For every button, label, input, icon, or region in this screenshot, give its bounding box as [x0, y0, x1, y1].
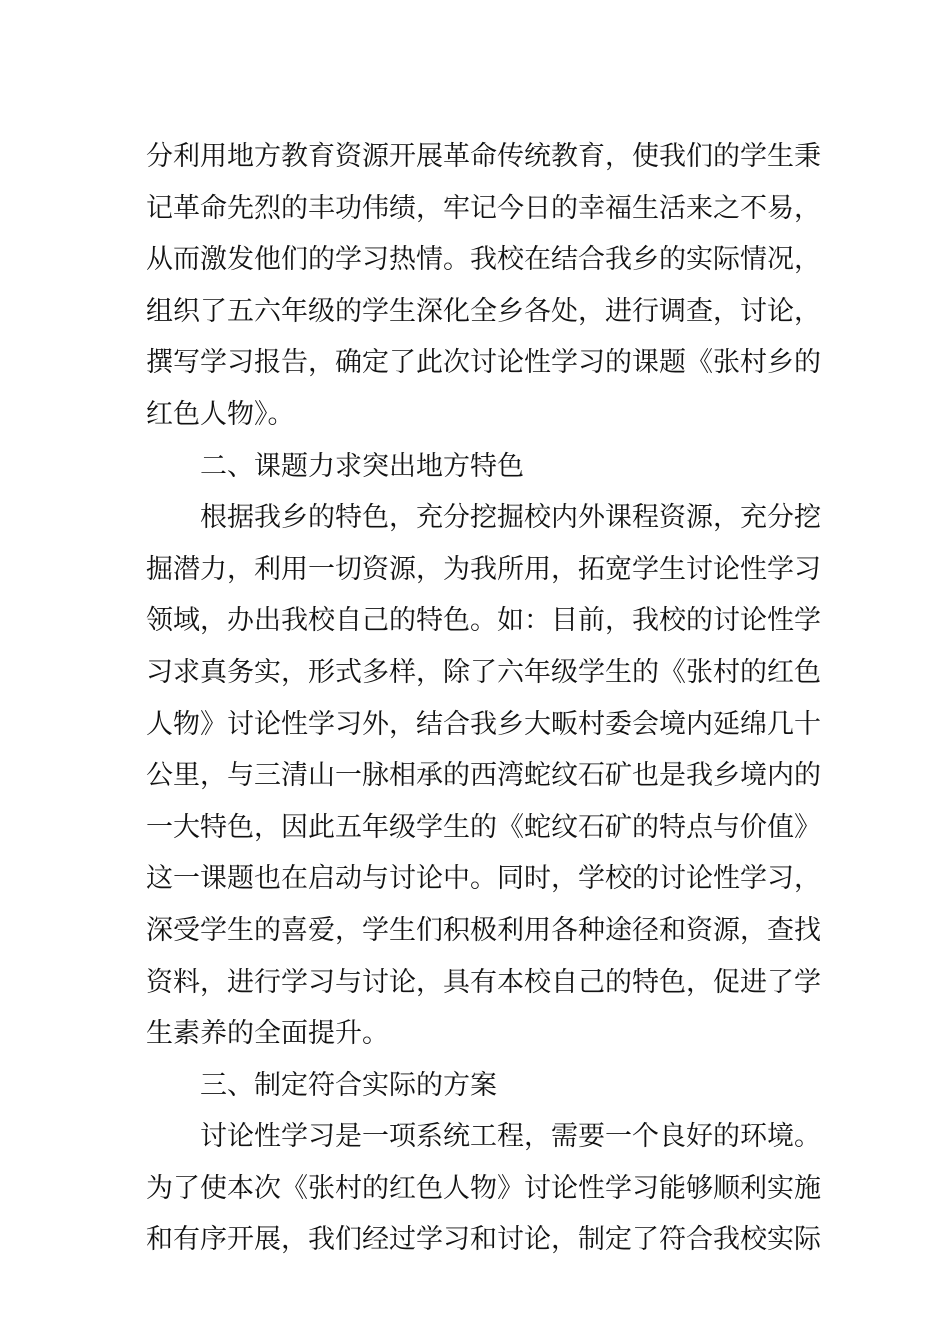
text-line: 掘潜力，利用一切资源，为我所用，拓宽学生讨论性学习 — [146, 553, 821, 585]
text-line: 生素养的全面提升。 — [146, 1018, 389, 1050]
text-line: 根据我乡的特色，充分挖掘校内外课程资源，充分挖 — [200, 502, 821, 534]
text-line: 习求真务实，形式多样，除了六年级学生的《张村的红色 — [146, 656, 821, 688]
text-line: 讨论性学习是一项系统工程，需要一个良好的环境。 — [200, 1121, 821, 1153]
text-line: 和有序开展，我们经过学习和讨论，制定了符合我校实际 — [146, 1224, 821, 1256]
text-line: 一大特色，因此五年级学生的《蛇纹石矿的特点与价值》 — [146, 811, 821, 843]
text-line: 这一课题也在启动与讨论中。同时，学校的讨论性学习， — [146, 863, 821, 895]
text-line: 从而激发他们的学习热情。我校在结合我乡的实际情况， — [146, 244, 821, 276]
body-text — [146, 131, 821, 1266]
text-line: 组织了五六年级的学生深化全乡各处，进行调查，讨论， — [146, 295, 821, 327]
text-line: 人物》讨论性学习外，结合我乡大畈村委会境内延绵几十 — [146, 708, 821, 740]
text-line: 深受学生的喜爱，学生们积极利用各种途径和资源，查找 — [146, 914, 821, 946]
text-line: 红色人物》。 — [146, 398, 295, 430]
text-line: 领域，办出我校自己的特色。如：目前，我校的讨论性学 — [146, 605, 821, 637]
text-line: 分利用地方教育资源开展革命传统教育，使我们的学生秉 — [146, 141, 821, 172]
text-line: 记革命先烈的丰功伟绩，牢记今日的幸福生活来之不易， — [146, 192, 821, 224]
section-heading: 二、课题力求突出地方特色 — [200, 450, 524, 482]
section-heading: 三、制定符合实际的方案 — [200, 1069, 497, 1101]
text-line: 资料，进行学习与讨论，具有本校自己的特色，促进了学 — [146, 966, 821, 998]
text-line: 公里，与三清山一脉相承的西湾蛇纹石矿也是我乡境内的 — [146, 760, 821, 792]
text-line: 撰写学习报告，确定了此次讨论性学习的课题《张村乡的 — [146, 347, 821, 379]
text-line: 为了使本次《张村的红色人物》讨论性学习能够顺利实施 — [146, 1172, 821, 1204]
